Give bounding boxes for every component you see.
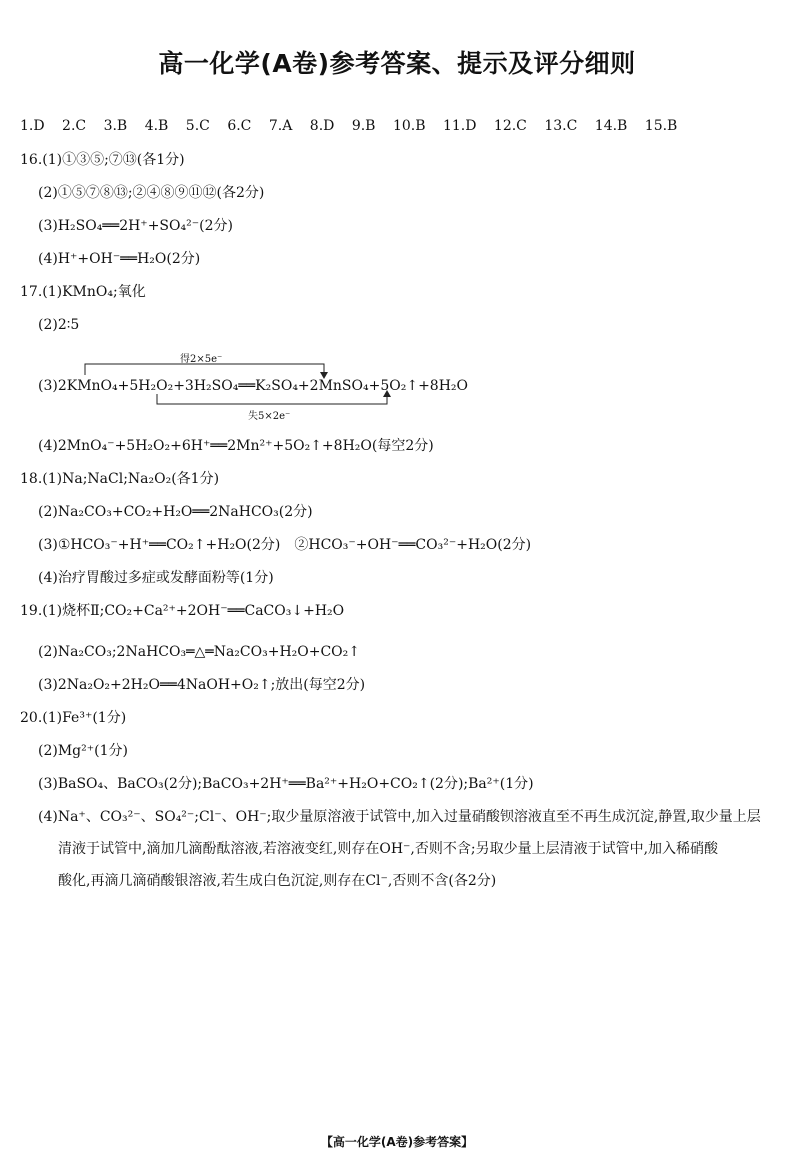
choice-answer: 7.A <box>268 118 293 134</box>
q20-part4 <box>38 801 783 897</box>
choice-answer: 11.D <box>442 118 477 134</box>
q17-part3: (3)2KMnO₄+5H₂O₂+3H₂SO₄══K₂SO₄+2MnSO₄+5O₂↑+8H₂O <box>38 378 469 394</box>
q20-part2: (2)Mg²⁺(1分) <box>38 743 128 759</box>
q20-part4-line2: 清液于试管中,滴加几滴酚酞溶液,若溶液变红,则存在OH⁻,否则不含;另取少量上层清液于试管中,加入稀硝酸 <box>58 841 719 857</box>
q16-part1: 16.(1)①③⑤;⑦⑬(各1分) <box>20 152 185 168</box>
q20-part4-line1: (4)Na⁺、CO₃²⁻、SO₄²⁻;Cl⁻、OH⁻;取少量原溶液于试管中,加入过量硝酸钡溶液直至不再生成沉淀,静置,取少量上层 <box>38 809 761 825</box>
q16-part3: (3)H₂SO₄══2H⁺+SO₄²⁻(2分) <box>38 218 233 234</box>
choice-answer: 1.D <box>20 118 45 134</box>
q16-part4: (4)H⁺+OH⁻══H₂O(2分) <box>38 251 201 267</box>
choice-answer: 6.C <box>227 118 252 134</box>
electron-gain-arrow <box>85 364 324 375</box>
q18-part1: 18.(1)Na;NaCl;Na₂O₂(各1分) <box>20 471 220 487</box>
choice-answer: 15.B <box>644 118 678 134</box>
page-title: 高一化学(A卷)参考答案、提示及评分细则 <box>158 49 636 78</box>
choice-answer: 9.B <box>351 118 376 134</box>
q18-part2: (2)Na₂CO₃+CO₂+H₂O══2NaHCO₃(2分) <box>38 504 313 520</box>
choice-answer: 2.C <box>62 118 87 134</box>
q18-part3: (3)①HCO₃⁻+H⁺══CO₂↑+H₂O(2分) ②HCO₃⁻+OH⁻══CO₃²⁻+H₂O(2分) <box>38 537 532 553</box>
q17-part4: (4)2MnO₄⁻+5H₂O₂+6H⁺══2Mn²⁺+5O₂↑+8H₂O(每空2分) <box>38 438 434 454</box>
electron-gain-label: 得2×5e⁻ <box>180 354 223 365</box>
choice-answer: 3.B <box>103 118 128 134</box>
q16-part2: (2)①⑤⑦⑧⑬;②④⑧⑨⑪⑫(各2分) <box>38 185 265 201</box>
q19-part2: (2)Na₂CO₃;2NaHCO₃═△═Na₂CO₃+H₂O+CO₂↑ <box>38 644 360 660</box>
choice-answer: 4.B <box>144 118 169 134</box>
choice-answer: 13.C <box>544 118 578 134</box>
electron-loss-label: 失5×2e⁻ <box>248 411 291 422</box>
q20-part3: (3)BaSO₄、BaCO₃(2分);BaCO₃+2H⁺══Ba²⁺+H₂O+CO₂↑(2分);Ba²⁺(1分) <box>38 776 534 792</box>
choice-answer: 10.B <box>392 118 426 134</box>
choice-answer: 14.B <box>594 118 628 134</box>
q20-part1: 20.(1)Fe³⁺(1分) <box>20 710 127 726</box>
q17-part1: 17.(1)KMnO₄;氧化 <box>20 284 146 300</box>
q20-part4-line3: 酸化,再滴几滴硝酸银溶液,若生成白色沉淀,则存在Cl⁻,否则不含(各2分) <box>58 873 497 889</box>
choice-answer: 12.C <box>493 118 527 134</box>
electron-loss-arrow <box>157 394 387 404</box>
choice-answer: 5.C <box>185 118 210 134</box>
q19-part3: (3)2Na₂O₂+2H₂O══4NaOH+O₂↑;放出(每空2分) <box>38 677 366 693</box>
q18-part4: (4)治疗胃酸过多症或发酵面粉等(1分) <box>38 570 274 586</box>
page-footer: 【高一化学(A卷)参考答案】 <box>320 1135 474 1149</box>
q17-part2: (2)2∶5 <box>38 317 80 333</box>
choice-answer: 8.D <box>309 118 335 134</box>
q19-part1: 19.(1)烧杯Ⅱ;CO₂+Ca²⁺+2OH⁻══CaCO₃↓+H₂O <box>20 603 345 619</box>
